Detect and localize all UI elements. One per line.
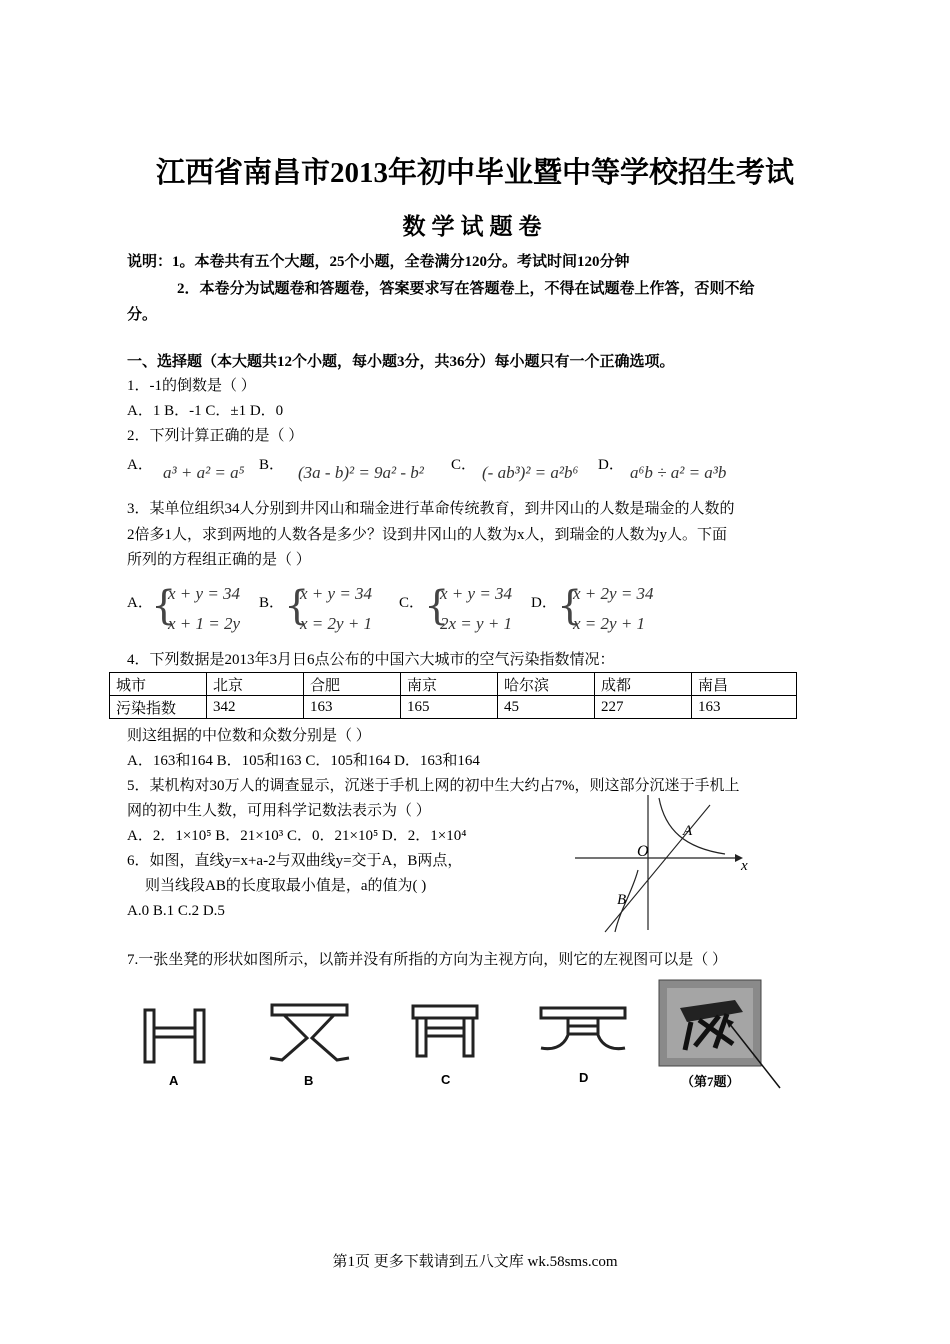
q2-label-b: B．: [259, 457, 285, 473]
q6-label-x: x: [741, 858, 748, 874]
q7-label-c: C: [441, 1072, 451, 1087]
q3-c-eq2: 2x = y + 1: [440, 614, 513, 633]
q6-options: A.0 B.1 C.2 D.5: [127, 903, 225, 919]
section-1-heading: 一、选择题（本大题共12个小题，每小题3分，共36分）每小题只有一个正确选项。: [127, 354, 675, 370]
q2-label-c: C．: [451, 457, 477, 473]
q2-stem: 2．下列计算正确的是（ ）: [127, 428, 304, 444]
q2-expr-c: (- ab³)² = a²b⁶: [482, 463, 579, 482]
pollution-table: [109, 672, 797, 719]
q7-option-b-figure: [262, 1000, 357, 1090]
q3-b-eq2: x = 2y + 1: [300, 614, 373, 633]
q3-line-3: 所列的方程组正确的是（ ）: [127, 552, 311, 568]
q7-option-d-figure: [533, 1000, 633, 1090]
q2-label-d: D．: [598, 457, 624, 473]
table-cell: 227: [595, 696, 692, 719]
q7-stool-photo: [655, 978, 790, 1093]
table-cell: 163: [692, 696, 797, 719]
table-header-row: [110, 673, 797, 696]
note-1: 说明：1。本卷共有五个大题，25个小题，全卷满分120分。考试时间120分钟: [127, 254, 630, 270]
q3-line-2: 2倍多1人，求到两地的人数各是多少？设到井冈山的人数为x人，到瑞金的人数为y人。下面: [127, 527, 728, 543]
q6-label-a: A: [683, 823, 693, 839]
q4-after: 则这组据的中位数和众数分别是（ ）: [127, 728, 371, 744]
q3-brace-a: {: [151, 583, 177, 629]
q7-option-c-figure: [405, 1000, 485, 1090]
q7-label-a: A: [169, 1073, 179, 1088]
table-cell: 合肥: [304, 673, 401, 696]
exam-title: 江西省南昌市2013年初中毕业暨中等学校招生考试: [155, 157, 794, 189]
q1-stem: 1．-1的倒数是（ ）: [127, 378, 256, 394]
q2-expr-d: a⁶b ÷ a² = a³b: [630, 463, 727, 482]
q7-stem: 7.一张坐凳的形状如图所示，以箭并没有所指的方向为主视方向，则它的左视图可以是（ ）: [127, 952, 728, 968]
q6-line-2: 则当线段AB的长度取最小值是，a的值为( ): [145, 878, 427, 894]
q5-options: A．2．1×10⁵ B．21×10³ C．0．21×10⁵ D．2．1×10⁴: [127, 828, 467, 844]
q3-b-eq1: x + y = 34: [300, 584, 373, 603]
q3-c-eq1: x + y = 34: [440, 584, 513, 603]
q3-line-1: 3．某单位组织34人分别到井冈山和瑞金进行革命传统教育，到井冈山的人数是瑞金的人数的: [127, 501, 735, 517]
q7-label-b: B: [304, 1073, 314, 1088]
q6-label-b: B: [617, 892, 627, 908]
q6-figure: [575, 790, 755, 935]
q6-label-o: O: [637, 843, 649, 860]
table-cell: 163: [304, 696, 401, 719]
page-footer: 第1页 更多下载请到五八文库 wk.58sms.com: [332, 1254, 618, 1270]
table-cell: 哈尔滨: [498, 673, 595, 696]
q3-label-a: A．: [127, 595, 153, 611]
q1-options: A．1 B．-1 C．±1 D．0: [127, 403, 284, 419]
q3-label-c: C．: [399, 595, 425, 611]
q2-label-a: A．: [127, 457, 153, 473]
q3-label-b: B．: [259, 595, 285, 611]
q3-brace-b: {: [284, 583, 310, 629]
q3-brace-c: {: [424, 583, 450, 629]
table-cell: 污染指数: [110, 696, 207, 719]
q3-brace-d: {: [557, 583, 583, 629]
q5-line-2: 网的初中生人数，可用科学记数法表示为（ ）: [127, 803, 431, 819]
q7-option-a-figure: [135, 1000, 215, 1090]
q6-line-1: 6．如图，直线y=x+a-2与双曲线y=交于A，B两点，: [127, 853, 463, 869]
note-2-cont: 分。: [127, 307, 158, 323]
note-2: 2．本卷分为试题卷和答题卷，答案要求写在答题卷上，不得在试题卷上作答，否则不给: [177, 281, 755, 297]
table-cell: 城市: [110, 673, 207, 696]
table-cell: 45: [498, 696, 595, 719]
q3-label-d: D．: [531, 595, 557, 611]
table-cell: 165: [401, 696, 498, 719]
table-row: [110, 696, 797, 719]
q3-a-eq1: x + y = 34: [168, 584, 241, 603]
q4-options: A．163和164 B．105和163 C．105和164 D．163和164: [127, 753, 480, 769]
table-cell: 成都: [595, 673, 692, 696]
q7-caption: （第7题）: [681, 1074, 740, 1089]
table-cell: 北京: [207, 673, 304, 696]
table-cell: 南京: [401, 673, 498, 696]
q7-label-d: D: [579, 1070, 589, 1085]
exam-subtitle: 数学试题卷: [402, 214, 548, 239]
q3-d-eq2: x = 2y + 1: [573, 614, 646, 633]
q3-a-eq2: x + 1 = 2y: [168, 614, 241, 633]
table-cell: 南昌: [692, 673, 797, 696]
q2-expr-b: (3a - b)² = 9a² - b²: [298, 463, 424, 482]
q2-expr-a: a³ + a² = a⁵: [163, 463, 245, 482]
q3-d-eq1: x + 2y = 34: [573, 584, 654, 603]
q5-line-1: 5．某机构对30万人的调查显示，沉迷于手机上网的初中生大约占7%，则这部分沉迷于手机上: [127, 778, 740, 794]
table-cell: 342: [207, 696, 304, 719]
q4-stem: 4．下列数据是2013年3月日6点公布的中国六大城市的空气污染指数情况：: [127, 652, 615, 668]
